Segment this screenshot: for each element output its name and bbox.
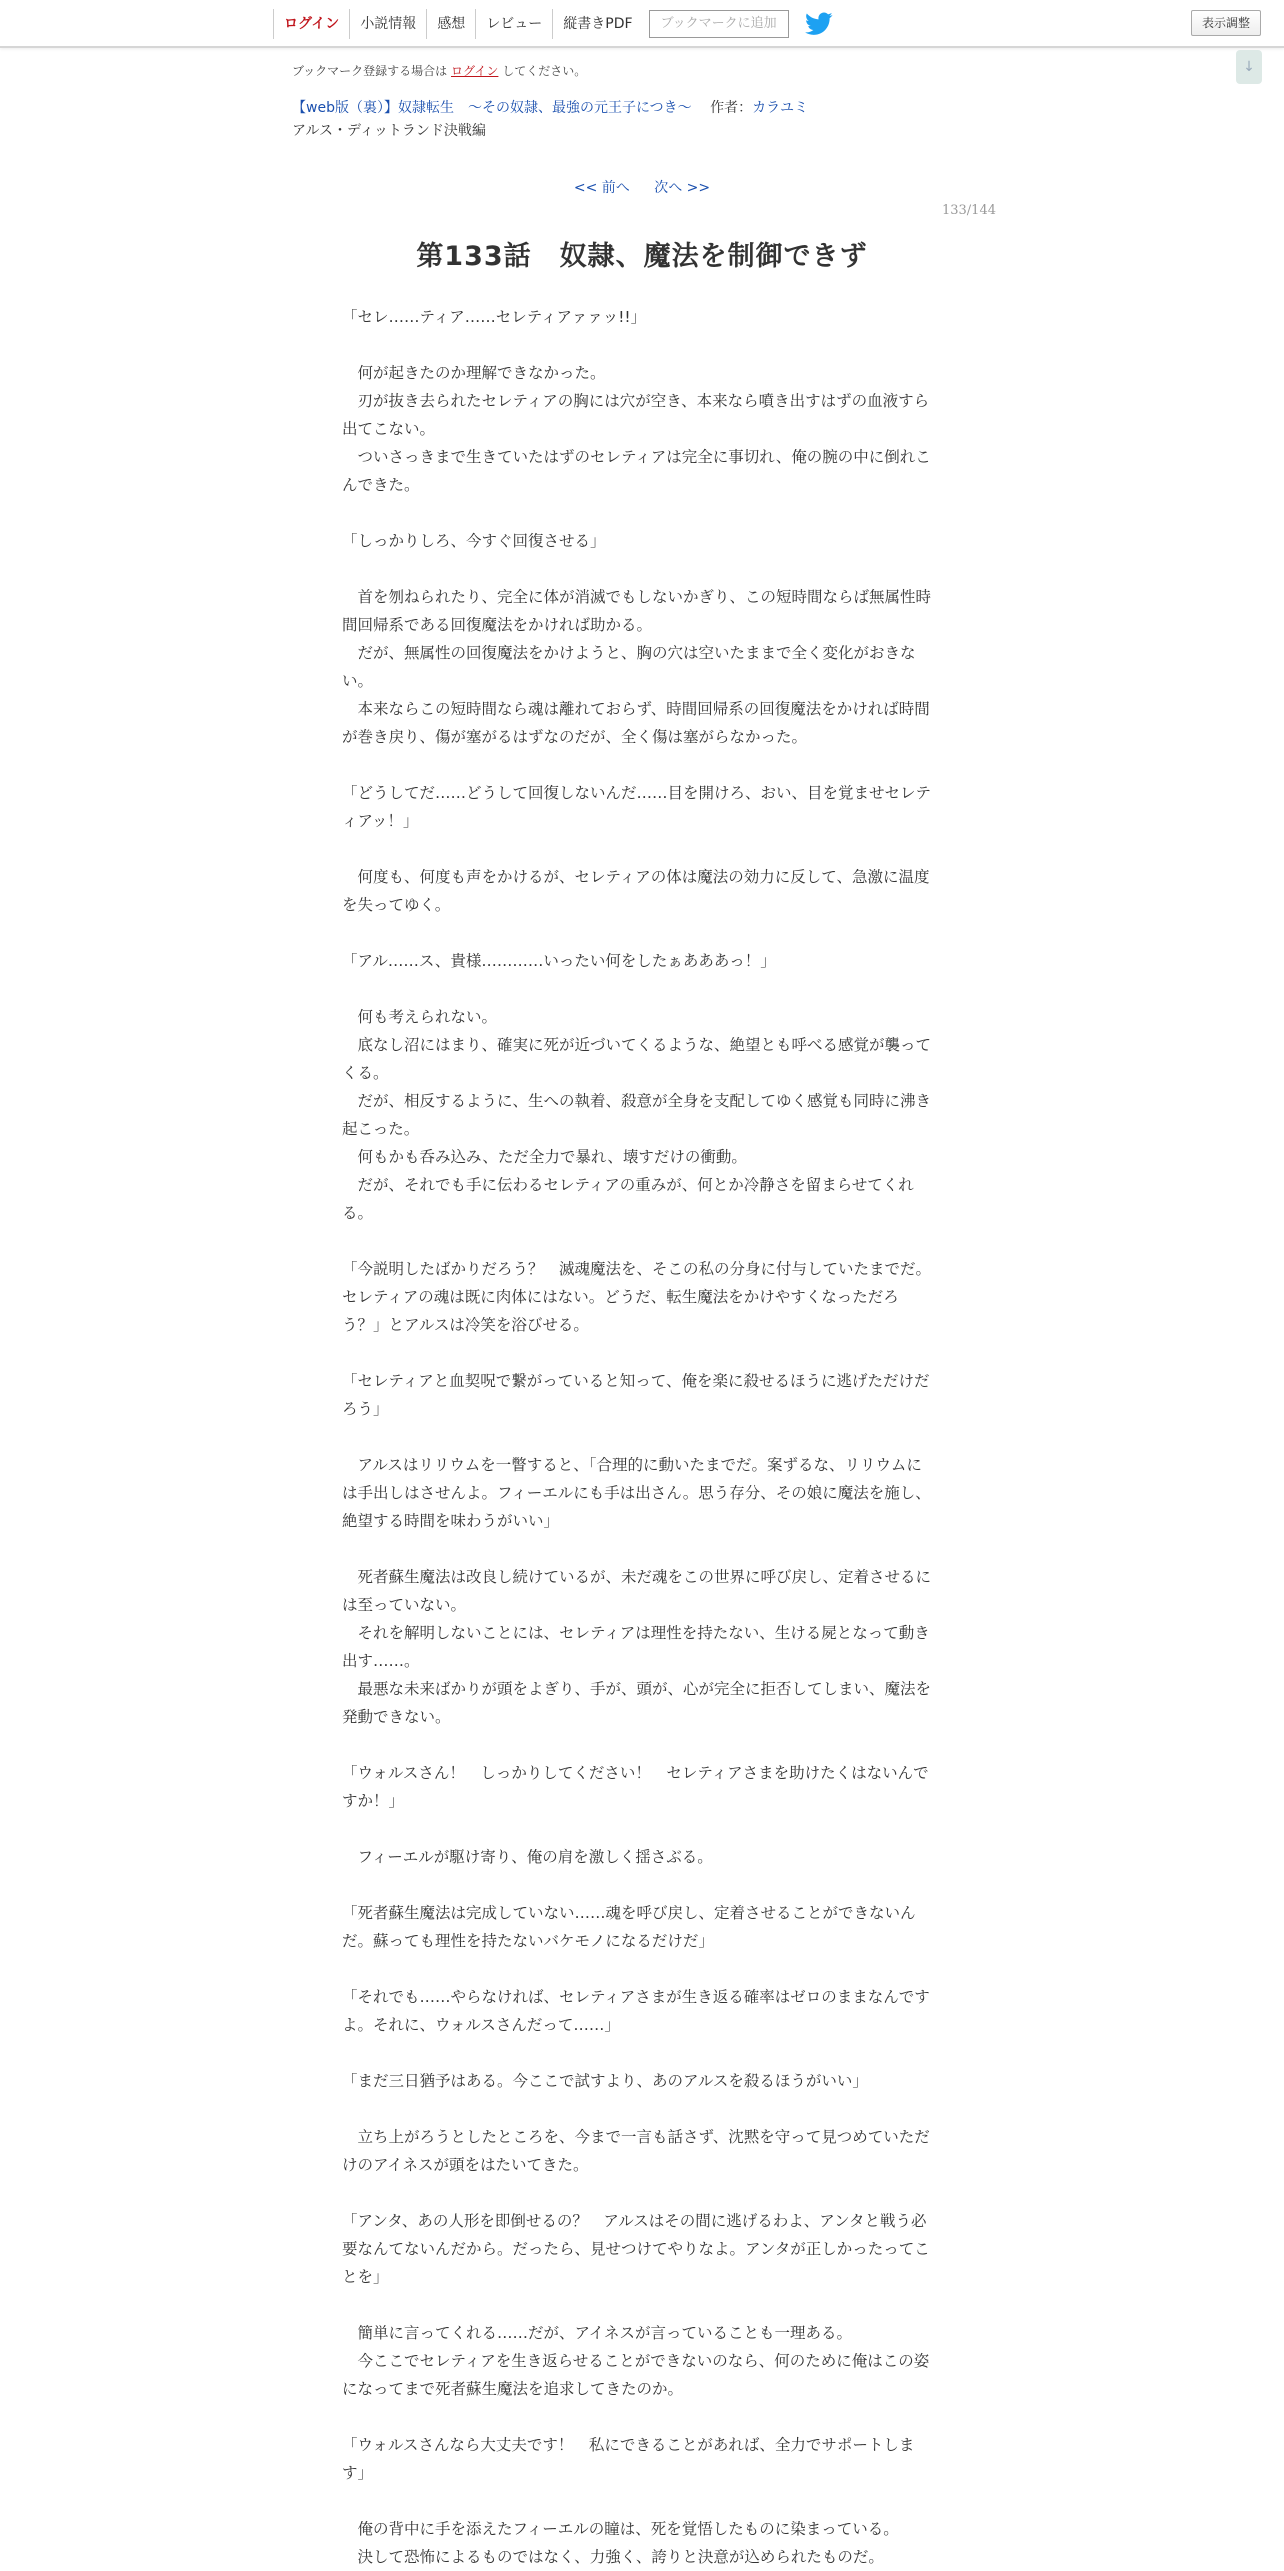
body-paragraph: ついさっきまで生きていたはずのセレティアは完全に事切れ、俺の腕の中に倒れこんできた。 <box>342 448 931 494</box>
author-link[interactable]: カラユミ <box>752 100 809 116</box>
body-paragraph: 首を刎ねられたり、完全に体が消滅でもしないかぎり、この短時間ならば無属性時間回帰系である回復魔法をかければ助かる。 <box>342 588 932 634</box>
body-paragraph: 立ち上がろうとしたところを、今まで一言も話さず、沈黙を守って見つめていただけのアイネスが頭をはたいてきた。 <box>342 2128 930 2174</box>
blank-line <box>342 919 936 947</box>
body-paragraph: 決して恐怖によるものではなく、力強く、誇りと決意が込められたものだ。 <box>342 2548 884 2566</box>
chapter-group-title: アルス・ディットランド決戦編 <box>292 123 486 139</box>
notice-login-link[interactable]: ログイン <box>451 64 499 78</box>
blank-line <box>342 1731 936 1759</box>
blank-line <box>342 1955 936 1983</box>
blank-line <box>342 499 936 527</box>
body-paragraph: 俺の背中に手を添えたフィーエルの瞳は、死を覚悟したものに染まっている。 <box>342 2520 899 2538</box>
body-paragraph: 「今説明したばかりだろう？ 滅魂魔法を、そこの私の分身に付与していたまでだ。セレティアの魂は既に肉体にはない。どうだ、転生魔法をかけやすくなっただろう？」とアルスは冷笑を浴びせる。 <box>342 1260 932 1334</box>
body-paragraph: 死者蘇生魔法は改良し続けているが、未だ魂をこの世界に呼び戻し、定着させるには至っていない。 <box>342 1568 932 1614</box>
scroll-down-button[interactable]: ↓ <box>1236 50 1262 84</box>
body-paragraph: 「セレ……ティア……セレティアァァッ!!」 <box>342 308 647 326</box>
twitter-icon[interactable] <box>805 12 833 36</box>
body-paragraph: 簡単に言ってくれる……だが、アイネスが言っていることも一理ある。 <box>342 2324 852 2342</box>
body-paragraph: 本来ならこの短時間なら魂は離れておらず、時間回帰系の回復魔法をかければ時間が巻き戻り、傷が塞がるはずなのだが、全く傷は塞がらなかった。 <box>342 700 930 746</box>
bookmark-add-button[interactable]: ブックマークに追加 <box>649 10 789 38</box>
chapter-title: 第133話 奴隷、魔法を制御できず <box>416 241 868 272</box>
nav-impressions-link[interactable]: 感想 <box>426 9 475 39</box>
blank-line <box>342 835 936 863</box>
body-paragraph: 何も考えられない。 <box>342 1008 498 1026</box>
blank-line <box>342 555 936 583</box>
body-paragraph: 「アル……ス、貴様…………いったい何をしたぁあああっ！」 <box>342 952 776 970</box>
nav-review-link[interactable]: レビュー <box>475 9 552 39</box>
body-paragraph: 最悪な未来ばかりが頭をよぎり、手が、頭が、心が完全に拒否してしまい、魔法を発動できない。 <box>342 1680 932 1726</box>
blank-line <box>342 2179 936 2207</box>
body-paragraph: 底なし沼にはまり、確実に死が近づいてくるような、絶望とも呼べる感覚が襲ってくる。 <box>342 1036 932 1082</box>
blank-line <box>342 1815 936 1843</box>
blank-line <box>342 2487 936 2515</box>
next-chapter-link[interactable]: 次へ >> <box>654 180 711 196</box>
body-paragraph: 刃が抜き去られたセレティアの胸には穴が空き、本来なら噴き出すはずの血液すら出てこない。 <box>342 392 930 438</box>
body-paragraph: 「死者蘇生魔法は完成していない……魂を呼び戻し、定着させることができないんだ。蘇っても理性を持たないバケモノになるだけだ」 <box>342 1904 916 1950</box>
blank-line <box>342 2095 936 2123</box>
body-paragraph: だが、無属性の回復魔法をかけようと、胸の穴は空いたままで全く変化がおきない。 <box>342 644 916 690</box>
notice-suffix: してください。 <box>502 64 587 78</box>
blank-line <box>342 1227 936 1255</box>
body-paragraph: 「しっかりしろ、今すぐ回復させる」 <box>342 532 606 550</box>
nav-vertical-pdf-link[interactable]: 縦書きPDF <box>552 9 642 39</box>
novel-body-text <box>342 303 936 2571</box>
body-paragraph: それを解明しないことには、セレティアは理性を持たない、生ける屍となって動き出す……。 <box>342 1624 930 1670</box>
blank-line <box>342 2039 936 2067</box>
blank-line <box>342 975 936 1003</box>
display-settings-button[interactable]: 表示調整 <box>1191 10 1261 36</box>
body-paragraph: 「どうしてだ……どうして回復しないんだ……目を開けろ、おい、目を覚ませセレティアッ！」 <box>342 784 932 830</box>
body-paragraph: だが、相反するように、生への執着、殺意が全身を支配してゆく感覚も同時に沸き起こった。 <box>342 1092 932 1138</box>
blank-line <box>342 1535 936 1563</box>
body-paragraph: 今ここでセレティアを生き返らせることができないのなら、何のために俺はこの姿になってまで死者蘇生魔法を追求してきたのか。 <box>342 2352 930 2398</box>
blank-line <box>342 1339 936 1367</box>
body-paragraph: 何が起きたのか理解できなかった。 <box>342 364 606 382</box>
body-paragraph: 何もかも呑み込み、ただ全力で暴れ、壊すだけの衝動。 <box>342 1148 747 1166</box>
bookmark-login-notice <box>292 62 586 79</box>
notice-prefix: ブックマーク登録する場合は <box>292 64 448 78</box>
series-header <box>292 97 808 117</box>
body-paragraph: 「まだ三日猶予はある。今ここで試すより、あのアルスを殺るほうがいい」 <box>342 2072 868 2090</box>
blank-line <box>342 2403 936 2431</box>
body-paragraph: アルスはリリウムを一瞥すると、「合理的に動いたまでだ。案ずるな、リリウムには手出しはさせんよ。フィーエルにも手は出さん。思う存分、その娘に魔法を施し、絶望する時間を味わうがいい」 <box>342 1456 931 1530</box>
nav-login-link[interactable]: ログイン <box>273 9 349 39</box>
body-paragraph: だが、それでも手に伝わるセレティアの重みが、何とか冷静さを留まらせてくれる。 <box>342 1176 914 1222</box>
body-paragraph: 何度も、何度も声をかけるが、セレティアの体は魔法の効力に反して、急激に温度を失ってゆく。 <box>342 868 930 914</box>
blank-line <box>342 751 936 779</box>
chapter-count: 133/144 <box>941 203 996 218</box>
top-navigation-bar <box>0 0 1284 48</box>
body-paragraph: 「アンタ、あの人形を即倒せるの？ アルスはその間に逃げるわよ、アンタと戦う必要なんてないんだから。だったら、見せつけてやりなよ。アンタが正しかったってことを」 <box>342 2212 930 2286</box>
body-paragraph: 「それでも……やらなければ、セレティアさまが生き返る確率はゼロのままなんですよ。それに、ウォルスさんだって……」 <box>342 1988 930 2034</box>
body-paragraph: 「ウォルスさんなら大丈夫です！ 私にできることがあれば、全力でサポートします」 <box>342 2436 915 2482</box>
nav-novel-info-link[interactable]: 小説情報 <box>349 9 426 39</box>
chapter-pager <box>0 177 1284 197</box>
blank-line <box>342 2291 936 2319</box>
body-paragraph: フィーエルが駆け寄り、俺の肩を激しく揺さぶる。 <box>342 1848 713 1866</box>
series-title-link[interactable]: 【web版（裏）】奴隷転生 ～その奴隷、最強の元王子につき～ <box>292 100 692 116</box>
nav-menu <box>273 8 833 40</box>
blank-line <box>342 1871 936 1899</box>
blank-line <box>342 331 936 359</box>
author-label: 作者： <box>710 100 753 116</box>
body-paragraph: 「ウォルスさん！ しっかりしてください！ セレティアさまを助けたくはないんですか！」 <box>342 1764 929 1810</box>
body-paragraph: 「セレティアと血契呪で繋がっていると知って、俺を楽に殺せるほうに逃げただけだろう」 <box>342 1372 930 1418</box>
prev-chapter-link[interactable]: << 前へ <box>573 180 630 196</box>
blank-line <box>342 1423 936 1451</box>
